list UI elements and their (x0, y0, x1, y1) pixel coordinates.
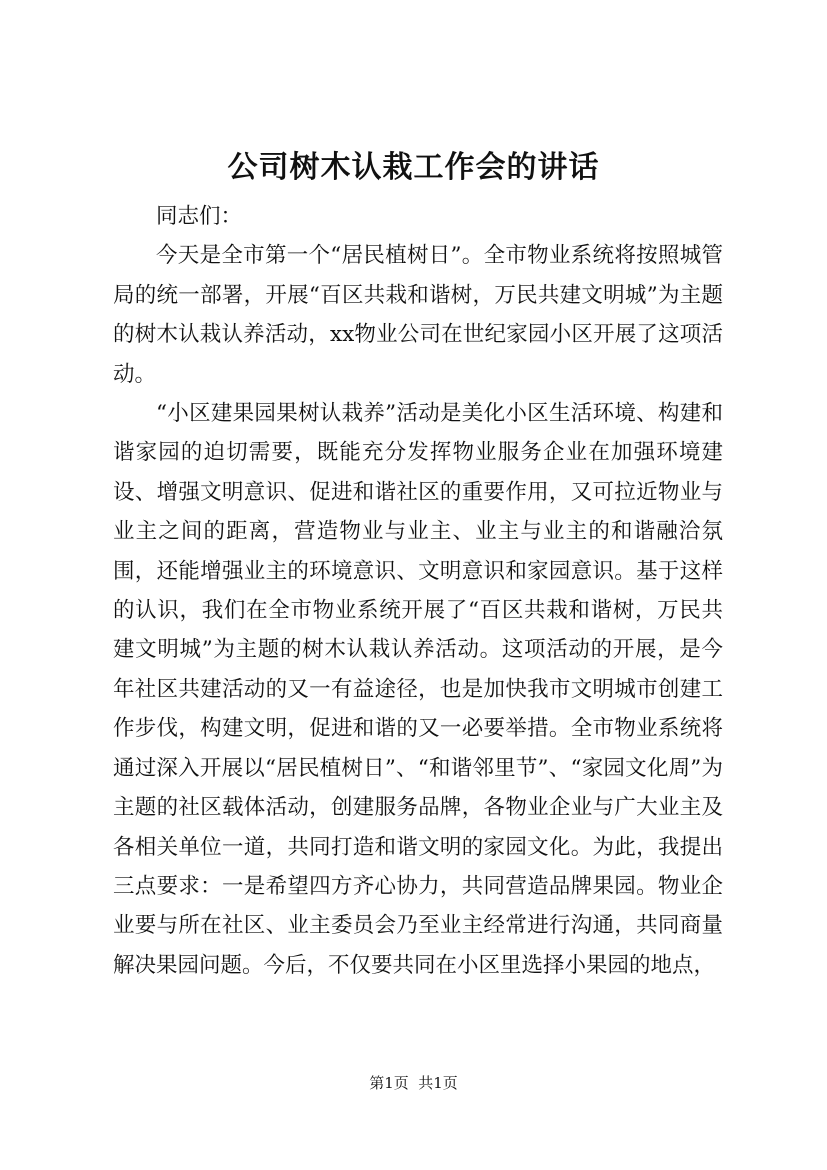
document-title: 公司树木认栽工作会的讲话 (227, 150, 600, 185)
document-body (113, 197, 723, 985)
page-number-label: 第1页 共1页 (369, 1074, 458, 1092)
page-footer (0, 1073, 827, 1093)
salutation: 同志们： (156, 204, 243, 229)
paragraph-2: “小区建果园果树认栽养”活动是美化小区生活环境、构建和谐家园的迫切需要，既能充分发挥物业服务企业在加强环境建设、增强文明意识、促进和谐社区的重要作用，又可拉近物业与业主之间的距离，营造物业与业主、业主与业主的和谐融洽氛围，还能增强业主的环境意识、文明意识和家园意识。基于这样的认识，我们在全市物业系统开展了“百区共栽和谐树，万民共建文明城”为主题的树木认栽认养活动。这项活动的开展，是今年社区共建活动的又一有益途径，也是加快我市文明城市创建工作步伐，构建文明，促进和谐的又一必要举措。全市物业系统将通过深入开展以“居民植树日”、“和谐邻里节”、“家园文化周”为主题的社区载体活动，创建服务品牌，各物业企业与广大业主及各相关单位一道，共同打造和谐文明的家园文化。为此，我提出三点要求：一是希望四方齐心协力，共同营造品牌果园。物业企业要与所在社区、业主委员会乃至业主经常进行沟通，共同商量解决果园问题。今后，不仅要共同在小区里选择小果园的地点， (113, 401, 723, 978)
paragraph-1: 今天是全市第一个“居民植树日”。全市物业系统将按照城管局的统一部署，开展“百区共栽和谐树，万民共建文明城”为主题的树木认栽认养活动，xx物业公司在世纪家园小区开展了这项活动。 (113, 243, 723, 387)
